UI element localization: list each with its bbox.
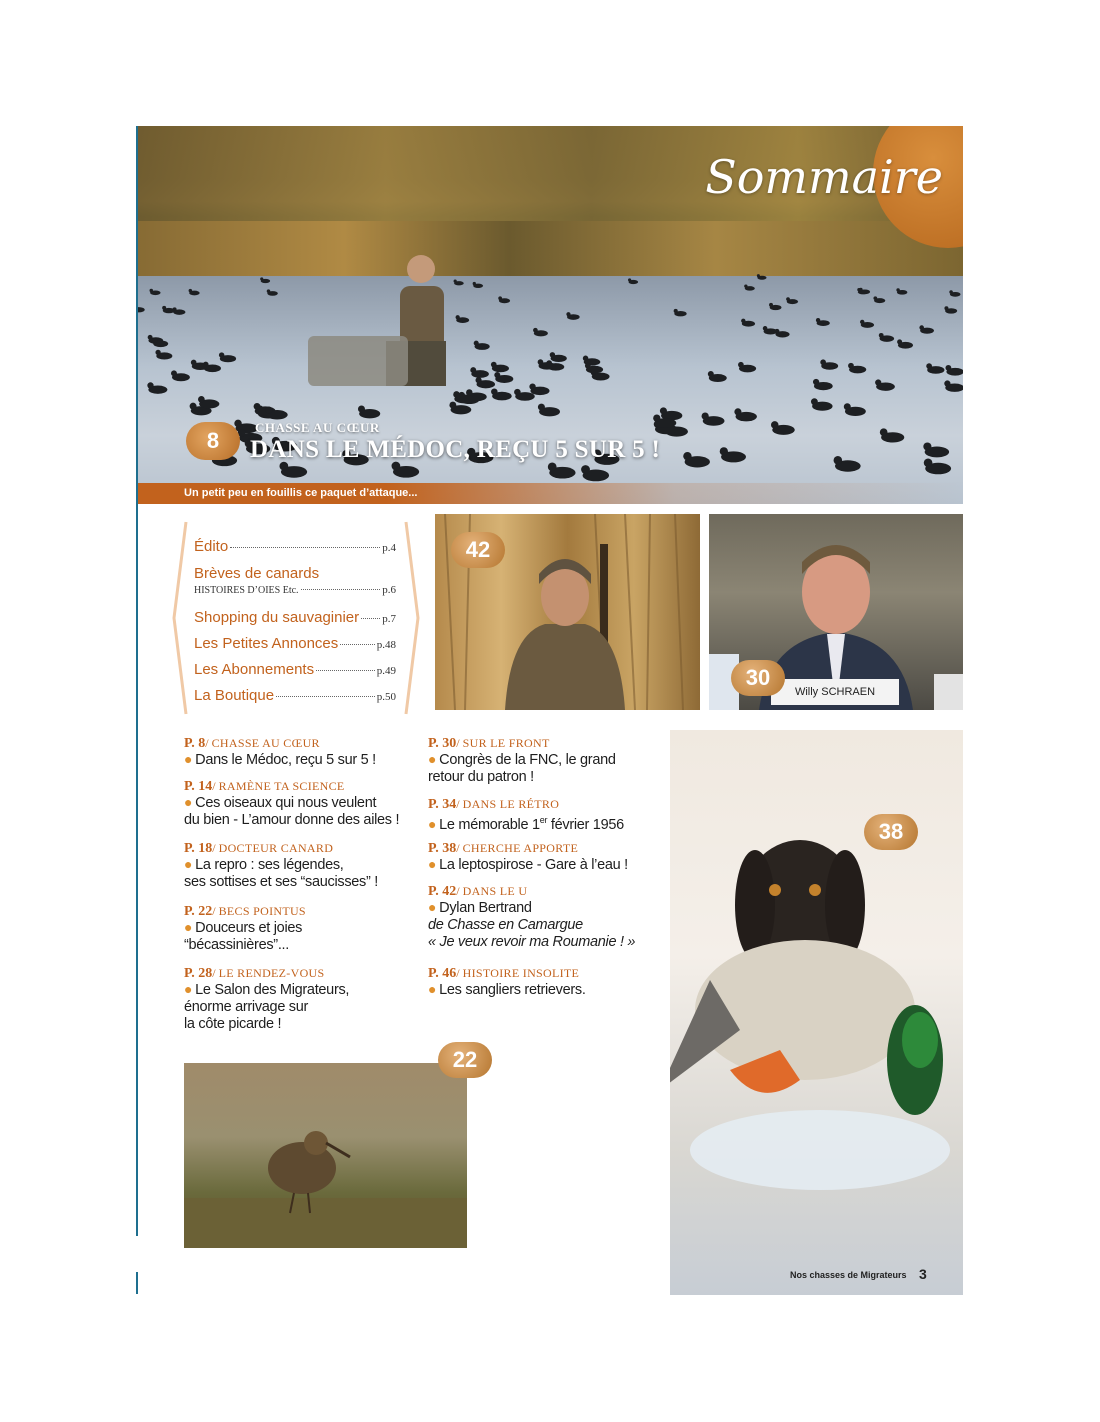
contents-entry-p18[interactable] [184, 841, 424, 891]
entry-title: ● La repro : ses légendes, ses sottises et ses “saucisses” ! [184, 856, 378, 890]
dog-duck-illustration [670, 730, 963, 1295]
entry-section: DANS LE U [462, 884, 528, 898]
entry-page: P. 46 [428, 966, 457, 981]
index-item-label: Les Abonnements [194, 661, 315, 678]
index-item-breves-sub[interactable] [194, 584, 396, 596]
entry-section: SUR LE FRONT [462, 736, 550, 750]
entry-header: P. 30/ SUR LE FRONT [428, 736, 550, 751]
contents-entry-p28[interactable] [184, 966, 424, 1033]
index-item-page: p.7 [382, 613, 396, 625]
entry-section: CHERCHE APPORTE [462, 841, 579, 855]
entry-header: P. 14/ RAMÈNE TA SCIENCE [184, 779, 345, 794]
entry-title: ● Dans le Médoc, reçu 5 sur 5 ! [184, 751, 376, 768]
entry-title: ● Le mémorable 1er février 1956 [428, 815, 624, 833]
entry-header: P. 8/ CHASSE AU CŒUR [184, 736, 320, 751]
contents-entry-p8[interactable] [184, 736, 424, 769]
entry-page: P. 38 [428, 841, 457, 856]
leader-dots [361, 618, 380, 619]
entry-header: P. 46/ HISTOIRE INSOLITE [428, 966, 580, 981]
page-margin-rule-bottom [136, 1272, 138, 1294]
entry-header: P. 22/ BECS POINTUS [184, 904, 306, 919]
footer-page-number: 3 [919, 1266, 927, 1282]
index-item-shopping[interactable] [194, 609, 396, 626]
index-item-label: Les Petites Annonces [194, 635, 339, 652]
contents-entry-p46[interactable] [428, 966, 668, 999]
entry-page: P. 8 [184, 736, 206, 751]
snipe-illustration [184, 1063, 467, 1248]
hero-kicker: CHASSE AU CŒUR [255, 420, 380, 435]
entry-title: ● La leptospirose - Gare à l’eau ! [428, 856, 628, 873]
entry-title: ● Douceurs et joies “bécassinières”... [184, 919, 303, 953]
footer-magazine: Nos chasses de Migrateurs [790, 1270, 907, 1280]
entry-title: ● Les sangliers retrievers. [428, 981, 586, 998]
index-item-page: p.49 [376, 665, 396, 677]
leader-dots [316, 670, 375, 671]
leader-dots [301, 589, 381, 590]
entry-page: P. 28 [184, 966, 213, 981]
index-item-annonces[interactable] [194, 635, 396, 652]
snipe-photo[interactable] [184, 1063, 467, 1248]
snipe-page-badge: 22 [438, 1042, 492, 1078]
entry-title: ● Le Salon des Migrateurs, énorme arrivage sur la côte picarde ! [184, 981, 350, 1032]
entry-header: P. 42/ DANS LE U [428, 884, 528, 899]
index-item-label: La Boutique [194, 687, 275, 704]
entry-header: P. 38/ CHERCHE APPORTE [428, 841, 579, 856]
index-item-boutique[interactable] [194, 687, 396, 704]
index-item-page: p.50 [376, 691, 396, 703]
contents-entry-p38[interactable] [428, 841, 668, 874]
contents-entry-p30[interactable] [428, 736, 668, 786]
president-photo[interactable] [709, 514, 963, 710]
entry-section: CHASSE AU CŒUR [211, 736, 320, 750]
index-item-label: Édito [194, 538, 229, 555]
index-item-label: Shopping du sauvaginier [194, 609, 360, 626]
leader-dots [276, 696, 375, 697]
index-item-edito[interactable] [194, 538, 396, 555]
leader-dots [340, 644, 374, 645]
president-page-badge: 30 [731, 660, 785, 696]
rubrics-index [172, 520, 420, 716]
entry-page: P. 30 [428, 736, 457, 751]
hero-headline: DANS LE MÉDOC, REÇU 5 SUR 5 ! [250, 436, 661, 463]
contents-entry-p34[interactable] [428, 797, 668, 834]
leader-dots [230, 547, 380, 548]
index-item-sublabel: HISTOIRES D’OIES Etc. [194, 585, 299, 596]
entry-section: HISTOIRE INSOLITE [462, 966, 580, 980]
hero-photo [138, 126, 963, 504]
index-item-page: p.4 [382, 542, 396, 554]
entry-section: BECS POINTUS [218, 904, 306, 918]
entry-section: LE RENDEZ-VOUS [218, 966, 325, 980]
entry-title: ● Ces oiseaux qui nous veulent du bien - L’amour donne des ailes ! [184, 794, 400, 828]
entry-page: P. 14 [184, 779, 213, 794]
entry-page: P. 22 [184, 904, 213, 919]
hunter-page-badge: 42 [451, 532, 505, 568]
entry-section: DOCTEUR CANARD [218, 841, 334, 855]
entry-title: ● Dylan Bertrand de Chasse en Camargue « Je veux revoir ma Roumanie ! » [428, 899, 636, 950]
contents-entry-p42[interactable] [428, 884, 668, 951]
dog-retriever-photo[interactable] [670, 730, 963, 1295]
entry-header: P. 34/ DANS LE RÉTRO [428, 797, 560, 812]
entry-page: P. 42 [428, 884, 457, 899]
hunter-photo[interactable] [435, 514, 700, 710]
hunter-figure [308, 255, 446, 386]
entry-header: P. 28/ LE RENDEZ-VOUS [184, 966, 325, 981]
index-item-page: p.48 [376, 639, 396, 651]
entry-title: ● Congrès de la FNC, le grand retour du patron ! [428, 751, 616, 785]
entry-section: RAMÈNE TA SCIENCE [218, 779, 345, 793]
hero-page-badge: 8 [186, 422, 240, 460]
entry-section: DANS LE RÉTRO [462, 797, 560, 811]
page-title: Sommaire [705, 150, 943, 204]
nameplate: Willy SCHRAEN [771, 679, 899, 705]
contents-entry-p22[interactable] [184, 904, 424, 954]
index-item-abonnements[interactable] [194, 661, 396, 678]
entry-header: P. 18/ DOCTEUR CANARD [184, 841, 334, 856]
hero-caption: Un petit peu en fouillis ce paquet d’attaque... [138, 483, 963, 504]
contents-entry-p14[interactable] [184, 779, 424, 829]
index-item-breves[interactable]: Brèves de canards [194, 565, 320, 582]
entry-page: P. 34 [428, 797, 457, 812]
entry-page: P. 18 [184, 841, 213, 856]
index-item-page: p.6 [382, 584, 396, 596]
dog-page-badge: 38 [864, 814, 918, 850]
